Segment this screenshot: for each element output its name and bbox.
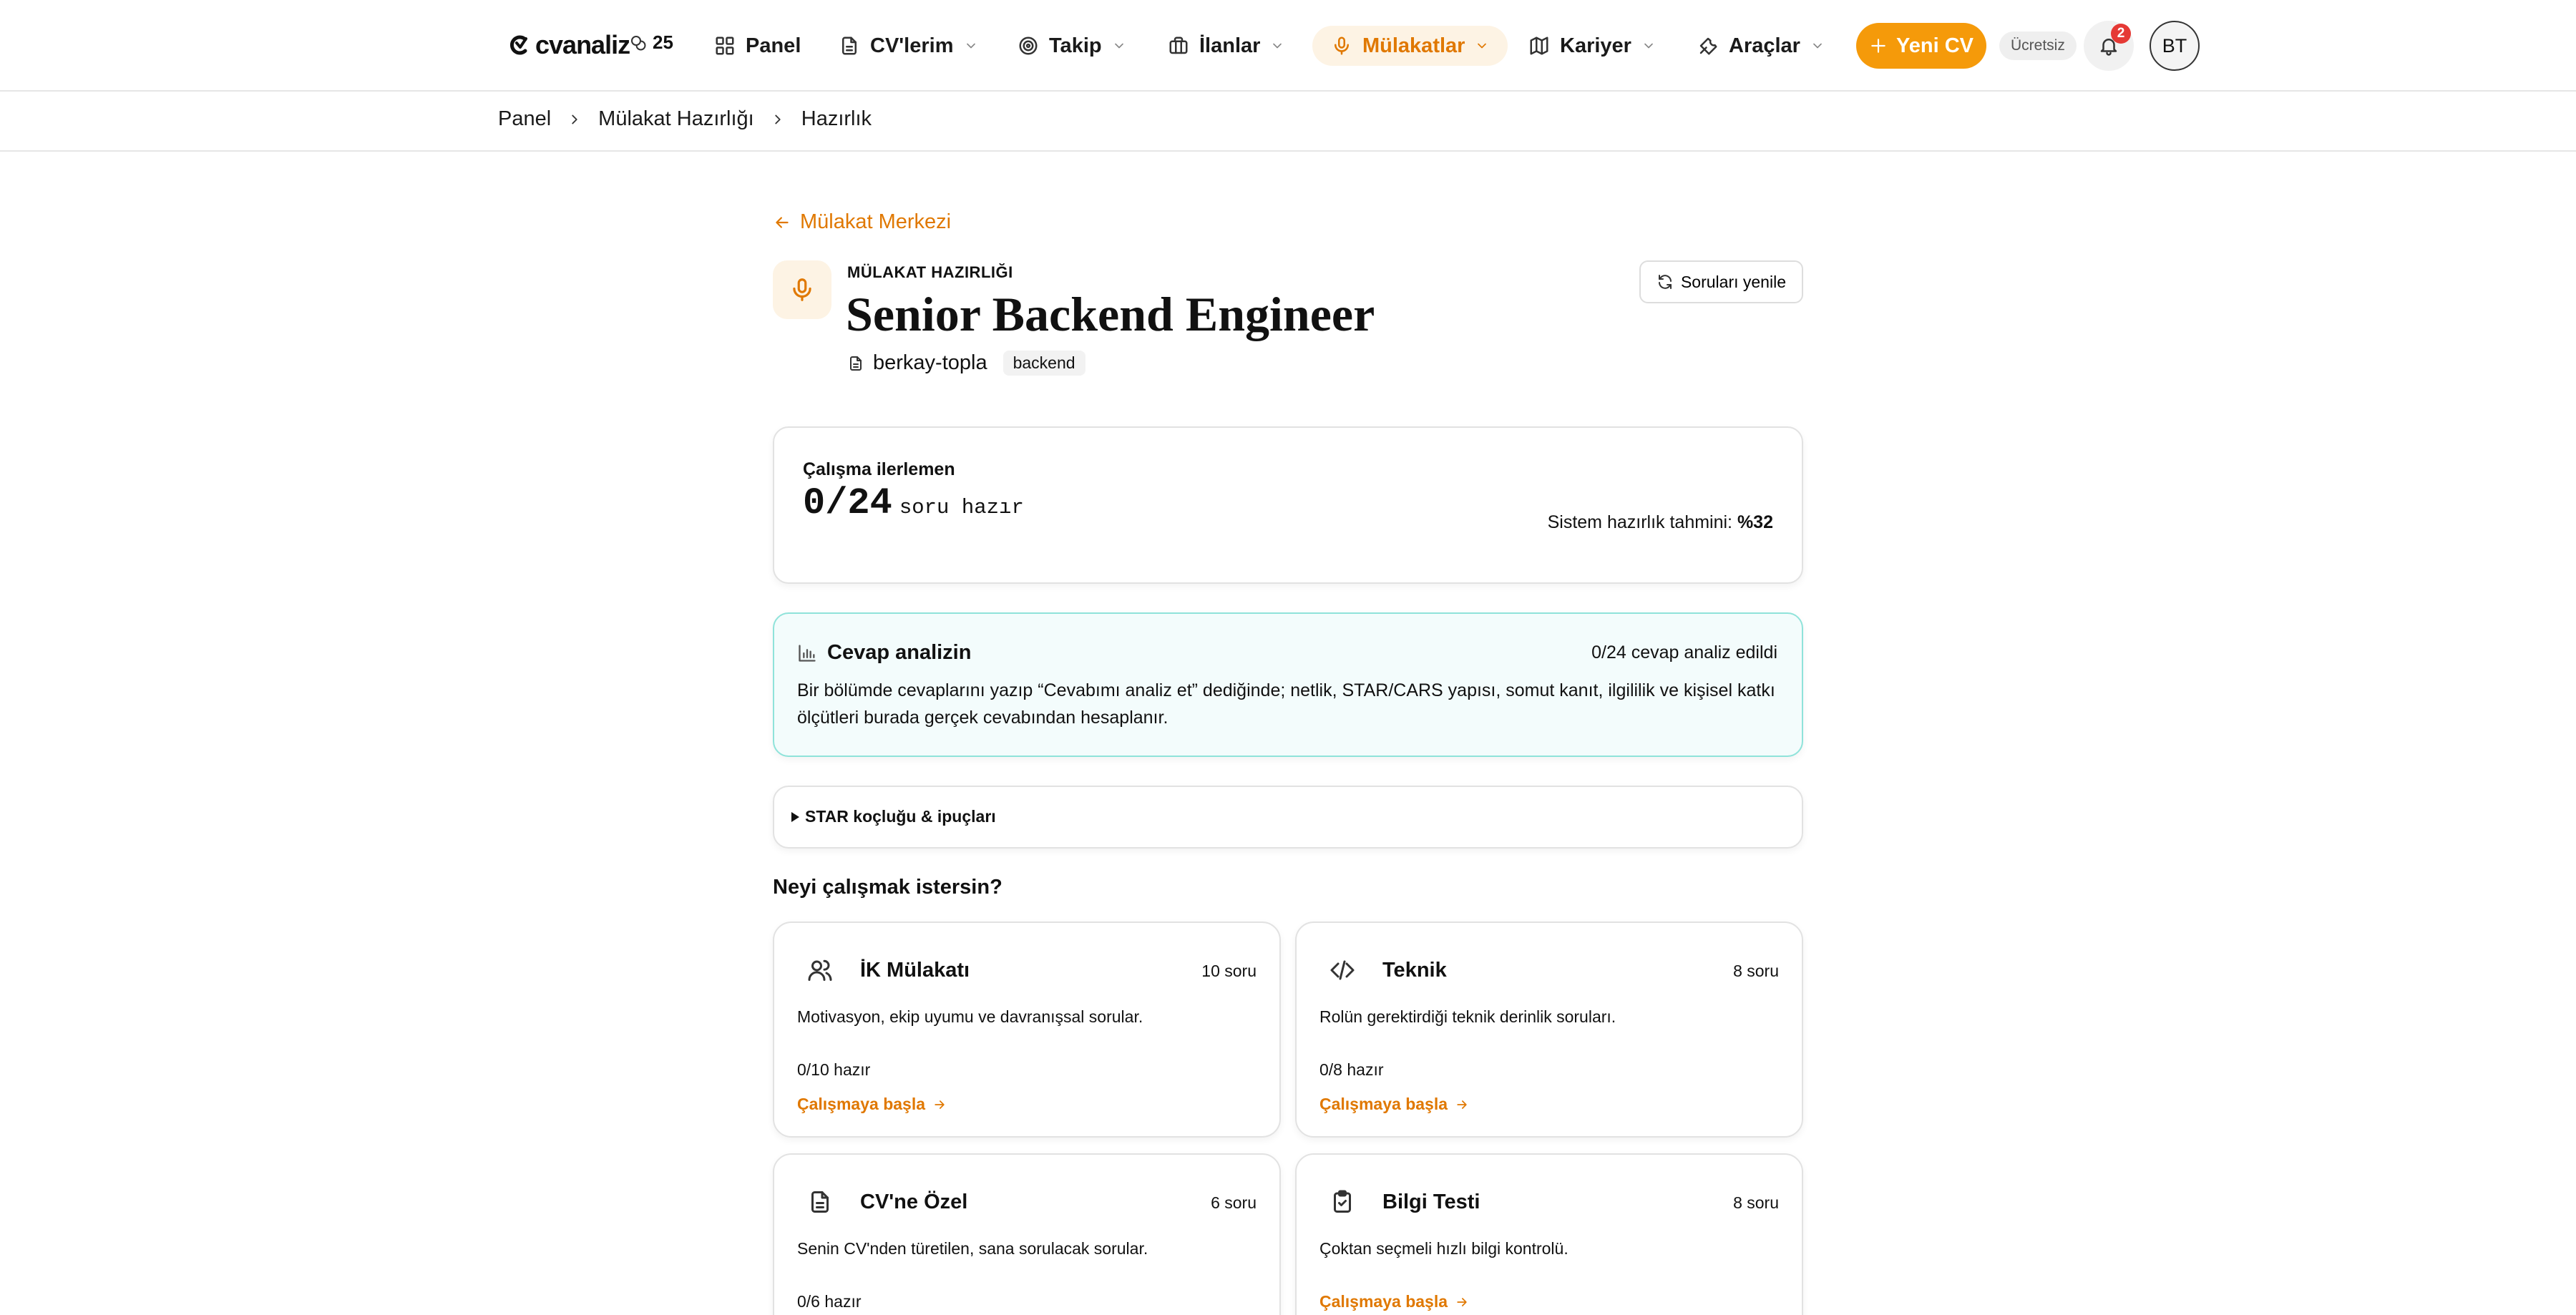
logo-text: cvanaliz <box>535 30 630 59</box>
bar-chart-icon <box>797 643 817 663</box>
mode-description: Motivasyon, ekip uyumu ve davranışsal sorular. <box>797 1007 1143 1026</box>
mode-description: Senin CV'nden türetilen, sana sorulacak sorular. <box>797 1239 1148 1258</box>
mode-count: 8 soru <box>1733 962 1779 980</box>
nav-takip-label: Takip <box>1049 34 1102 57</box>
back-link-label: Mülakat Merkezi <box>800 210 952 233</box>
target-icon <box>1018 35 1039 57</box>
mode-name: Teknik <box>1382 959 1447 982</box>
plan-badge: Ücretsiz <box>1999 31 2077 60</box>
mode-count: 8 soru <box>1733 1193 1779 1212</box>
mode-card-cv-specific[interactable] <box>773 1153 1281 1315</box>
file-icon <box>847 355 864 372</box>
nav-mulakatlar[interactable] <box>1312 26 1508 66</box>
page-icon-tile <box>773 260 831 319</box>
star-tips-summary[interactable] <box>791 807 996 826</box>
analysis-description: Bir bölümde cevaplarını yazıp “Cevabımı analiz et” dediğinde; netlik, STAR/CARS yapısı, somut kanıt, ilgililik ve kişisel katkı ölçütleri burada gerçek cevabından hesaplanır. <box>797 680 1775 728</box>
estimate-label: Sistem hazırlık tahmini: <box>1547 512 1737 532</box>
clipboard-check-icon <box>1330 1189 1355 1215</box>
start-practice-link[interactable] <box>797 1095 947 1114</box>
page-meta <box>847 351 1085 376</box>
mode-card-technical[interactable] <box>1295 922 1803 1138</box>
nav-ilanlar[interactable] <box>1168 26 1284 66</box>
mode-ready: 0/6 hazır <box>797 1292 862 1311</box>
arrow-right-icon <box>1455 1295 1469 1309</box>
nav-panel-label: Panel <box>746 34 801 57</box>
avatar[interactable]: BT <box>2150 21 2200 71</box>
coins-icon <box>630 34 647 52</box>
breadcrumb <box>498 107 872 131</box>
credits-value: 25 <box>653 31 673 53</box>
disclosure-triangle-icon <box>791 812 799 822</box>
credits-counter[interactable] <box>630 31 673 54</box>
progress-value: 0/24 <box>803 482 892 524</box>
progress-card <box>773 426 1803 584</box>
file-icon <box>839 35 860 57</box>
page-eyebrow: MÜLAKAT HAZIRLIĞI <box>847 263 1013 281</box>
mode-description: Rolün gerektirdiği teknik derinlik soruları. <box>1319 1007 1616 1026</box>
role-tag: backend <box>1003 351 1085 376</box>
grid-icon <box>714 35 736 57</box>
readiness-estimate <box>1548 512 1773 533</box>
analysis-header <box>797 641 971 665</box>
mode-name: CV'ne Özel <box>860 1191 968 1213</box>
start-practice-link[interactable] <box>1319 1095 1469 1114</box>
briefcase-icon <box>1168 35 1189 57</box>
mode-ready: 0/10 hazır <box>797 1060 871 1079</box>
mode-card-hr[interactable] <box>773 922 1281 1138</box>
refresh-icon <box>1657 273 1674 290</box>
top-nav <box>0 0 2576 92</box>
breadcrumb-panel[interactable]: Panel <box>498 107 552 130</box>
wrench-icon <box>1697 35 1719 57</box>
estimate-value: %32 <box>1737 512 1773 532</box>
arrow-right-icon <box>1455 1098 1469 1112</box>
document-icon <box>807 1189 833 1215</box>
mode-count: 6 soru <box>1211 1193 1257 1212</box>
nav-panel[interactable] <box>714 26 801 66</box>
page-title: Senior Backend Engineer <box>846 287 1375 341</box>
refresh-questions-button[interactable] <box>1639 260 1803 303</box>
chevron-right-icon <box>770 112 786 127</box>
logo-icon <box>507 33 531 57</box>
mode-count: 10 soru <box>1201 962 1257 980</box>
microphone-icon <box>789 276 816 303</box>
star-tips-label: STAR koçluğu & ipuçları <box>805 807 996 826</box>
progress-label: Çalışma ilerlemen <box>803 459 955 479</box>
analysis-count: 0/24 cevap analiz edildi <box>1591 642 1777 663</box>
code-icon <box>1330 957 1355 983</box>
map-icon <box>1528 35 1550 57</box>
new-cv-label: Yeni CV <box>1896 34 1974 57</box>
arrow-left-icon <box>773 213 791 232</box>
nav-cvlerim[interactable] <box>839 26 978 66</box>
star-tips-toggle[interactable] <box>773 786 1803 849</box>
nav-araclar-label: Araçlar <box>1729 34 1800 57</box>
cv-name[interactable]: berkay-topla <box>873 351 987 374</box>
microphone-icon <box>1331 35 1352 57</box>
breadcrumb-current: Hazırlık <box>801 107 872 130</box>
mode-description: Çoktan seçmeli hızlı bilgi kontrolü. <box>1319 1239 1568 1258</box>
progress-value-row <box>803 482 1024 524</box>
start-practice-label: Çalışmaya başla <box>1319 1292 1448 1311</box>
plus-icon <box>1869 36 1888 55</box>
chevron-down-icon <box>964 39 978 53</box>
chevron-down-icon <box>1475 39 1489 53</box>
chevron-down-icon <box>1810 39 1825 53</box>
start-practice-link[interactable] <box>1319 1292 1469 1311</box>
start-practice-label: Çalışmaya başla <box>1319 1095 1448 1113</box>
nav-mulakatlar-label: Mülakatlar <box>1362 34 1465 57</box>
nav-araclar[interactable] <box>1697 26 1825 66</box>
mode-ready: 0/8 hazır <box>1319 1060 1384 1079</box>
users-icon <box>807 957 833 983</box>
mode-name: İK Mülakatı <box>860 959 970 982</box>
back-link[interactable] <box>773 210 951 234</box>
breadcrumb-interview-prep[interactable]: Mülakat Hazırlığı <box>598 107 754 130</box>
nav-cvlerim-label: CV'lerim <box>870 34 954 57</box>
nav-takip[interactable] <box>1018 26 1126 66</box>
chevron-right-icon <box>567 112 582 127</box>
mode-card-quiz[interactable] <box>1295 1153 1803 1315</box>
chevron-down-icon <box>1641 39 1656 53</box>
new-cv-button[interactable] <box>1856 23 1986 69</box>
chevron-down-icon <box>1270 39 1284 53</box>
logo[interactable] <box>507 30 630 60</box>
section-title: Neyi çalışmak istersin? <box>773 876 1002 899</box>
analysis-title: Cevap analizin <box>827 641 972 664</box>
breadcrumb-bar <box>0 93 2576 152</box>
analysis-card <box>773 612 1803 757</box>
mode-name: Bilgi Testi <box>1382 1191 1480 1213</box>
nav-ilanlar-label: İlanlar <box>1199 34 1261 57</box>
refresh-label: Soruları yenile <box>1680 272 1786 291</box>
notifications-button[interactable] <box>2084 21 2134 71</box>
notification-count-badge: 2 <box>2111 24 2131 44</box>
chevron-down-icon <box>1112 39 1126 53</box>
arrow-right-icon <box>932 1098 947 1112</box>
nav-kariyer[interactable] <box>1528 26 1656 66</box>
progress-unit: soru hazır <box>899 496 1024 519</box>
nav-kariyer-label: Kariyer <box>1560 34 1631 57</box>
start-practice-label: Çalışmaya başla <box>797 1095 926 1113</box>
